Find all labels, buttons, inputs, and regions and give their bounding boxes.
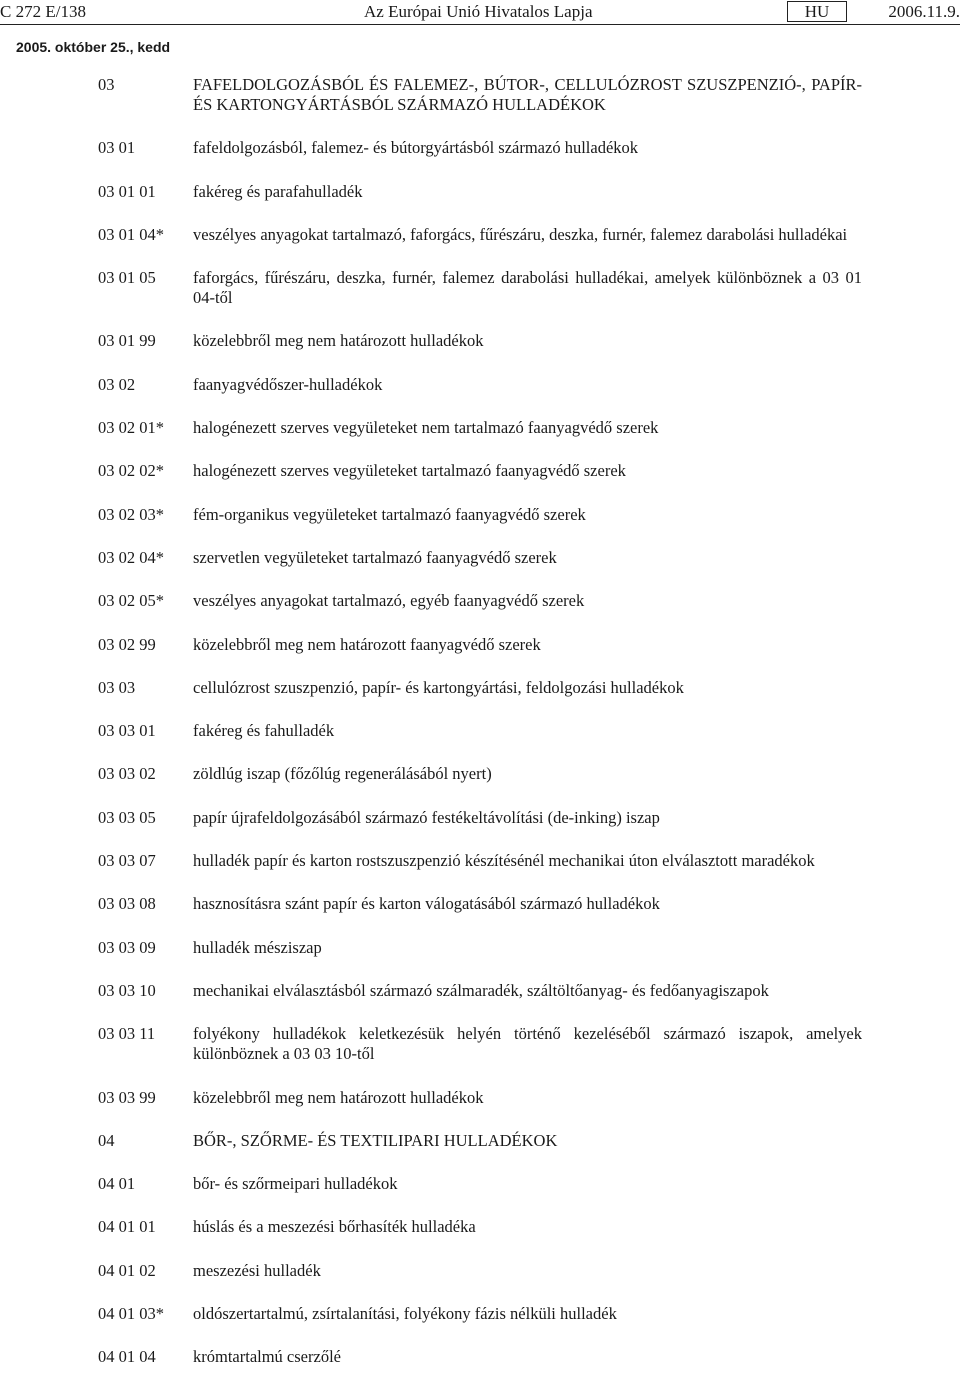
list-item — [0, 138, 960, 158]
waste-description: húslás és a meszezési bőrhasíték hulladéka — [193, 1217, 476, 1237]
list-item — [0, 678, 960, 698]
waste-description: FAFELDOLGOZÁSBÓL ÉS FALEMEZ-, BÚTOR-, CELLULÓZROST SZUSZPENZIÓ-, PAPÍR- ÉS KARTONGYÁRTÁSBÓL SZÁRMAZÓ HULLADÉKOK — [193, 75, 862, 114]
waste-code: 03 03 02 — [98, 764, 156, 784]
list-item — [0, 1024, 960, 1064]
waste-description: fakéreg és fahulladék — [193, 721, 335, 741]
journal-title: Az Európai Unió Hivatalos Lapja — [364, 2, 593, 21]
waste-description: meszezési hulladék — [193, 1260, 321, 1280]
list-item — [0, 505, 960, 525]
waste-description: közelebbről meg nem határozott hulladékok — [193, 1087, 484, 1107]
waste-description: fakéreg és parafahulladék — [193, 181, 363, 201]
waste-code-list — [0, 75, 960, 1391]
waste-description: veszélyes anyagokat tartalmazó, faforgács, fűrészáru, deszka, furnér, falemez darabolási hulladékai — [193, 224, 848, 244]
waste-code: 04 01 03* — [98, 1304, 164, 1324]
list-item — [0, 1088, 960, 1108]
waste-code: 03 02 03* — [98, 504, 164, 524]
waste-code: 03 01 — [98, 138, 136, 158]
list-item — [0, 635, 960, 655]
waste-description: hulladék mésziszap — [193, 937, 322, 957]
list-item — [0, 225, 960, 245]
list-item — [0, 938, 960, 958]
waste-description: zöldlúg iszap (főzőlúg regenerálásából nyert) — [193, 764, 492, 784]
list-item — [0, 721, 960, 741]
waste-code: 03 01 99 — [98, 331, 156, 351]
waste-code: 03 01 01 — [98, 181, 156, 201]
list-item — [0, 808, 960, 828]
list-item — [0, 1131, 960, 1151]
waste-code: 03 03 — [98, 677, 136, 697]
list-item — [0, 418, 960, 438]
waste-description: hulladék papír és karton rostszuszpenzió készítésénél mechanikai úton elválasztott maradékok — [193, 851, 815, 871]
list-item — [0, 1304, 960, 1324]
list-item — [0, 331, 960, 351]
waste-code: 03 02 02* — [98, 461, 164, 481]
waste-code: 03 03 10 — [98, 980, 156, 1000]
publication-date: 2006.11.9. — [888, 2, 960, 21]
waste-code: 03 02 99 — [98, 634, 156, 654]
waste-description: veszélyes anyagokat tartalmazó, egyéb faanyagvédő szerek — [193, 591, 585, 611]
list-item — [0, 1217, 960, 1237]
list-item — [0, 268, 960, 308]
waste-description: faanyagvédőszer-hulladékok — [193, 374, 383, 394]
waste-description: folyékony hulladékok keletkezésük helyén történő kezeléséből származó iszapok, amelyek különböznek a 03 03 10-től — [193, 1024, 862, 1064]
waste-code: 03 — [98, 75, 115, 94]
list-item — [0, 1261, 960, 1281]
waste-description: faforgács, fűrészáru, deszka, furnér, falemez darabolási hulladékai, amelyek különböznek a 03 01 04-től — [193, 268, 862, 308]
list-item — [0, 75, 960, 115]
page-header — [0, 0, 960, 25]
list-item — [0, 764, 960, 784]
waste-code: 03 03 08 — [98, 894, 156, 914]
waste-description: halogénezett szerves vegyületeket tartalmazó faanyagvédő szerek — [193, 461, 626, 481]
waste-code: 03 01 05 — [98, 268, 156, 288]
list-item — [0, 591, 960, 611]
waste-description: szervetlen vegyületeket tartalmazó faanyagvédő szerek — [193, 547, 557, 567]
waste-code: 03 02 01* — [98, 418, 164, 438]
waste-code: 03 03 09 — [98, 937, 156, 957]
waste-code: 03 03 01 — [98, 721, 156, 741]
waste-code: 03 02 05* — [98, 591, 164, 611]
list-item — [0, 1347, 960, 1367]
waste-code: 03 03 07 — [98, 851, 156, 871]
waste-description: közelebbről meg nem határozott faanyagvédő szerek — [193, 634, 541, 654]
waste-description: krómtartalmú cserzőlé — [193, 1347, 341, 1367]
waste-code: 03 03 05 — [98, 807, 156, 827]
waste-description: BŐR-, SZŐRME- ÉS TEXTILIPARI HULLADÉKOK — [193, 1130, 558, 1150]
waste-code: 04 — [98, 1130, 115, 1150]
list-item — [0, 894, 960, 914]
waste-description: közelebbről meg nem határozott hulladékok — [193, 331, 484, 351]
waste-description: fafeldolgozásból, falemez- és bútorgyártásból származó hulladékok — [193, 138, 639, 158]
waste-code: 04 01 04 — [98, 1347, 156, 1367]
waste-code: 03 02 — [98, 374, 136, 394]
list-item — [0, 981, 960, 1001]
list-item — [0, 851, 960, 871]
language-badge: HU — [787, 1, 847, 22]
waste-code: 03 03 99 — [98, 1087, 156, 1107]
waste-description: fém-organikus vegyületeket tartalmazó faanyagvédő szerek — [193, 504, 586, 524]
waste-code: 04 01 02 — [98, 1260, 156, 1280]
waste-description: halogénezett szerves vegyületeket nem tartalmazó faanyagvédő szerek — [193, 418, 659, 438]
waste-description: mechanikai elválasztásból származó szálmaradék, száltöltőanyag- és fedőanyagiszapok — [193, 980, 769, 1000]
waste-code: 03 03 11 — [98, 1024, 156, 1044]
list-item — [0, 182, 960, 202]
list-item — [0, 461, 960, 481]
waste-description: bőr- és szőrmeipari hulladékok — [193, 1174, 398, 1194]
page-reference: C 272 E/138 — [0, 2, 86, 21]
waste-code: 04 01 01 — [98, 1217, 156, 1237]
waste-code: 03 01 04* — [98, 224, 164, 244]
waste-description: cellulózrost szuszpenzió, papír- és kartongyártási, feldolgozási hulladékok — [193, 677, 684, 697]
waste-description: papír újrafeldolgozásából származó festékeltávolítási (de-inking) iszap — [193, 807, 660, 827]
waste-description: oldószertartalmú, zsírtalanítási, folyékony fázis nélküli hulladék — [193, 1304, 617, 1324]
waste-description: hasznosításra szánt papír és karton válogatásából származó hulladékok — [193, 894, 660, 914]
waste-code: 04 01 — [98, 1174, 136, 1194]
sitting-date: 2005. október 25., kedd — [16, 39, 171, 55]
list-item — [0, 1174, 960, 1194]
list-item — [0, 548, 960, 568]
list-item — [0, 375, 960, 395]
waste-code: 03 02 04* — [98, 547, 164, 567]
